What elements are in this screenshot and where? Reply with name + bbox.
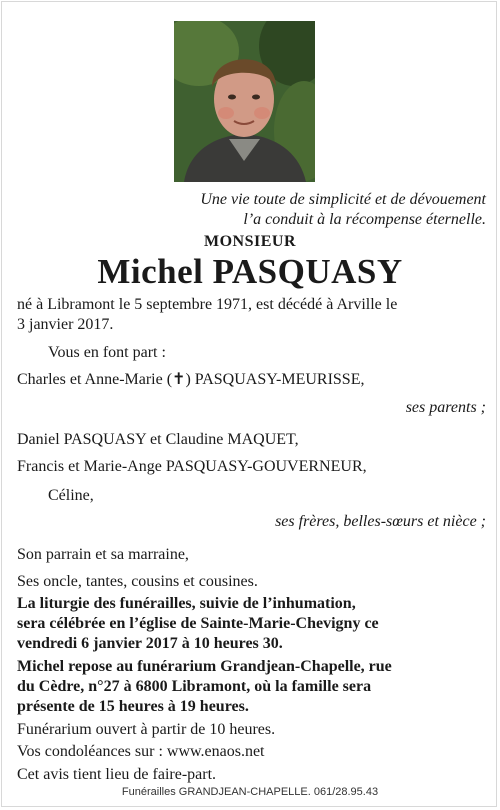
epigraph-line-2: l’a conduit à la récompense éternelle. [243,211,486,228]
sibling-line-1: Daniel PASQUASY et Claudine MAQUET, [17,431,299,448]
liturgy-line-2: sera célébrée en l’église de Sainte-Marie-Chevigny ce [17,615,379,632]
repose-line-3: présente de 15 heures à 19 heures. [17,698,249,715]
relatives-line: Ses oncle, tantes, cousins et cousines. [17,573,258,590]
honorific-title: MONSIEUR [203,233,296,250]
funeral-home-opening: Funérarium ouvert à partir de 10 heures. [17,721,276,738]
liturgy-line-1: La liturgie des funérailles, suivie de l’inhumation, [17,595,356,612]
parents-names: Charles et Anne-Marie (✝) PASQUASY-MEURISSE, [17,371,365,388]
repose-line-1: Michel repose au funérarium Grandjean-Chapelle, rue [17,658,392,675]
sibling-line-2: Francis et Marie-Ange PASQUASY-GOUVERNEUR, [17,458,367,475]
liturgy-line-3: vendredi 6 janvier 2017 à 10 heures 30. [17,635,283,652]
siblings-relation: ses frères, belles-sœurs et nièce ; [275,513,486,530]
intro-line-1: né à Libramont le 5 septembre 1971, est décédé à Arville le [17,296,398,313]
epigraph-line-1: Une vie toute de simplicité et de dévouement [200,191,486,208]
parents-relation: ses parents ; [405,399,486,416]
godparents-line: Son parrain et sa marraine, [17,546,189,563]
deceased-name: Michel PASQUASY [97,252,403,291]
repose-line-2: du Cèdre, n°27 à 6800 Libramont, où la famille sera [17,678,372,695]
condolences-line: Vos condoléances sur : www.enaos.net [17,743,265,760]
sibling-line-3: Céline, [48,487,94,504]
portrait-photo [174,21,315,182]
announce-line: Vous en font part : [48,344,166,361]
notice-line: Cet avis tient lieu de faire-part. [17,766,217,783]
intro-line-2: 3 janvier 2017. [17,316,114,333]
funeral-director-footer: Funérailles GRANDJEAN-CHAPELLE. 061/28.95.43 [121,786,379,798]
